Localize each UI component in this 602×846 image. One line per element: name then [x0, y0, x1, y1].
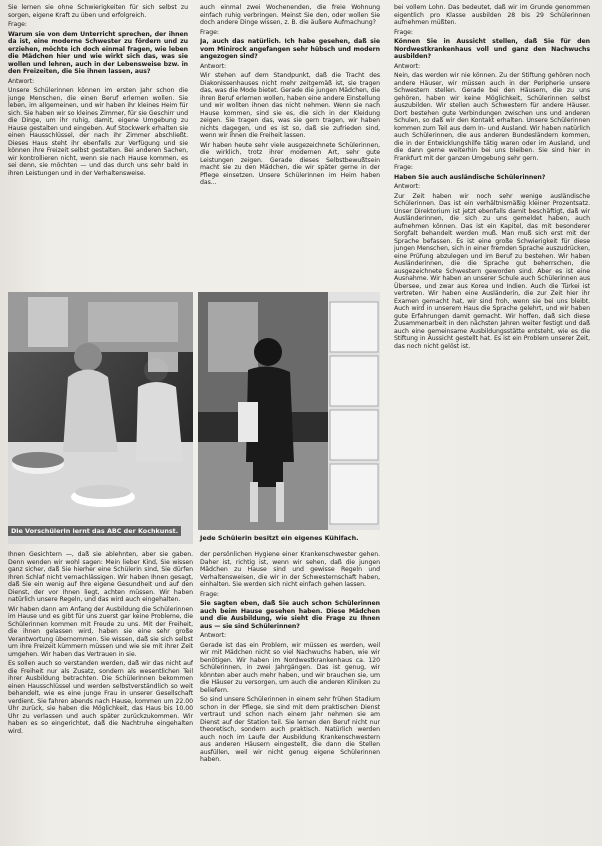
speaker-label: Antwort:	[394, 183, 421, 190]
question-paragraph: Warum sie von dem Unterricht sprechen, der ihnen da ist, eine moderne Schwester zu fördern und zu erziehen, möchte ich doch einmal fragen, wie leben die Mädchen hier und wie wirkt sich das, was sie wollen und lehren, auch in der Lebensweise bzw. in den Freizeiten, die Sie ihnen lassen, aus?	[8, 30, 188, 75]
speaker-label: Frage:	[200, 590, 219, 598]
column-2-top	[200, 4, 380, 284]
speaker-label: Frage:	[200, 28, 219, 36]
speaker-label: Frage:	[394, 164, 413, 171]
body-paragraph: Ihnen Gesichtern —, daß sie ablehnten, aber sie gaben. Denn wenden wir wohl sagen: Mein lieber Kind, Sie wissen ganz sicher, daß Sie hierher eine Schülerin sind, Sie dürfen Ihren Schlaf nicht vernachlässigen. Wir haben Ihnen gesagt, daß Sie ein wenig auf Ihre eigene Gesundheit und auf den Dienst, der vor Ihnen liegt, achten müssen. Wir haben natürlich unsere Regeln, und das wird auch eingehalten.	[8, 551, 193, 603]
photo-cooking-class	[8, 292, 193, 544]
photo-cooking-class-image	[8, 292, 193, 544]
body-paragraph: Nein, das werden wir nie können. Zu der Stiftung gehören noch andere Häuser, wir müssen auch in der Peripherie unsere Schwestern stellen. Gerade bei den Häusern, die zu uns gehören, haben wir keine Möglichkeit, Schülerinnen selbst auszubilden. Wir stellen auch Schwestern für andere Häuser. Dort bestehen gute Verbindungen zwischen uns und anderen Schulen, so daß wir den Kontakt erhalten. Unsere Schülerinnen kommen zum Teil aus dem In- und Ausland. Wir haben natürlich auch Schülerinnen, die aus anderen Bundesländern kommen, die in der Entwicklungshilfe tätig waren oder im Ausland, und die dann gerne weiterhin bei uns bleiben. Sie sind hier in Frankfurt mit der ganzen Umgebung sehr gern.	[394, 72, 590, 162]
body-paragraph: Wir haben dann am Anfang der Ausbildung die Schülerinnen im Hause und es gibt für uns zuerst gar keine Probleme, die Schülerinnen kommen mit Freude zu uns. Mit der Freiheit, die ihnen gelassen wird, haben sie eine sehr große Verantwortung übernommen. Sie wissen, daß sie sich selbst um ihre Freizeit kümmern müssen und wie sie mit ihrer Zeit umgehen. Wir haben das Vertrauen in sie.	[8, 605, 193, 658]
question-paragraph: Ja, auch das natürlich. Ich habe gesehen, daß sie vom Minirock angefangen sehr hübsch und modern angezogen sind?	[200, 38, 380, 60]
speaker-label: Antwort:	[394, 62, 421, 70]
column-2-bottom	[200, 551, 380, 841]
speaker-label: Antwort:	[200, 62, 227, 70]
column-1-top	[8, 4, 188, 284]
speaker-label: Antwort:	[8, 77, 35, 85]
question-paragraph: Sie sagten eben, daß Sie auch schon Schülerinnen auch beim Hause gesehen haben. Diese Mädchen und die Ausbildung, wie sieht die Frage zu Ihnen aus — sie sind Schülerinnen?	[200, 600, 380, 630]
body-paragraph: So sind unsere Schülerinnen in einem sehr frühen Stadium schon in der Pflege, sie sind mit dem praktischen Dienst vertraut und schon nach einem Jahr nehmen sie am Dienst auf der Station teil. Sie lernen den Beruf nicht nur theoretisch, sondern auch praktisch. Natürlich werden auch noch im Laufe der Ausbildung Krankenschwestern aus anderen Häusern eingestellt, die dann die Stellen ausfüllen, weil wir nicht genug eigene Schülerinnen haben.	[200, 696, 380, 763]
question-paragraph: Haben Sie auch ausländische Schülerinnen?	[394, 173, 546, 181]
body-paragraph: auch einmal zwei Wochenenden, die freie Wohnung einfach ruhig verbringen. Meinst Sie den, oder wollen Sie doch andere Dinge wissen, z. B. die äußere Aufmachung?	[200, 4, 380, 26]
column-1-bottom	[8, 551, 193, 841]
column-3-top	[394, 4, 590, 840]
body-paragraph: Wir haben heute sehr viele ausgezeichnete Schülerinnen, die wirklich, trotz ihrer modernen Art, sehr gute Leistungen zeigen. Gerade dieses Selbstbewußtsein macht sie zu den Mädchen, die wir später gerne in der Pflege einsetzen. Unsere Schülerinnen im Heim haben das...	[200, 141, 380, 186]
photo-fridge-compartment-image	[198, 292, 380, 530]
speaker-label: Frage:	[394, 28, 413, 36]
speaker-label: Antwort:	[200, 632, 227, 639]
caption-cooking: Die Vorschülerin lernt das ABC der Kochkunst.	[8, 526, 181, 536]
caption-fridge: Jede Schülerin besitzt ein eigenes Kühlfach.	[200, 534, 359, 542]
question-paragraph: Können Sie in Aussicht stellen, daß Sie für den Nordwestkrankenhaus voll und ganz den Nachwuchs ausbilden?	[394, 38, 590, 60]
body-paragraph: bei vollem Lohn. Das bedeutet, daß wir im Grunde genommen eigentlich pro Klasse ausbilden 28 bis 29 Schülerinnen aufnehmen müßten.	[394, 4, 590, 26]
body-paragraph: Gerade ist das ein Problem, wir müssen es werden, weil wir mit Mädchen nicht so viel Nachwuchs haben, wie wir benötigen. Wir haben im Nordwestkrankenhaus ca. 120 Schülerinnen, in zwei Jahrgängen. Das ist genug, wir könnten aber auch mehr haben, und wir brauchen sie, um die Häuser zu versorgen, um auch die anderen Kliniken zu beliefern.	[200, 641, 380, 694]
photo-fridge-compartment	[198, 292, 380, 530]
body-paragraph: Es sollen auch so verstanden werden, daß wir das nicht auf die Freiheit nur als Zusatz, sondern als wesentlichen Teil ihrer Ausbildung betrachten. Die Schülerinnen bekommen einen Hausschlüssel und werden selbstverständlich so weit behandelt, wie es eine junge Frau in unserer Gesellschaft verdient. Sie fahren abends nach Hause, kommen um 22.00 Uhr zurück, sie haben die Möglichkeit, das Haus bis 10.00 Uhr zu verlassen und auch später zurückzukommen. Wir haben es so eingerichtet, daß die Nachtruhe eingehalten wird.	[8, 660, 193, 735]
speaker-label: Frage:	[8, 21, 27, 28]
body-paragraph: der persönlichen Hygiene einer Krankenschwester gehen. Daher ist, richtig ist, wenn wir sehen, daß die jungen Mädchen zu Hause sind und gewisse Regeln und Verhaltensweisen, die wir in der Schwesternschaft haben, einhalten. Sie werden sich nicht einfach gehen lassen.	[200, 551, 380, 588]
body-paragraph: Zur Zeit haben wir noch sehr wenige ausländische Schülerinnen. Das ist ein verhältnismäßig kleiner Prozentsatz. Unser Direktorium ist jetzt ebenfalls damit beschäftigt, daß wir Ausländerinnen, die sich zu uns gemeldet haben, auch aufnehmen können. Das ist ein Kapitel, das mit besonderer Sorgfalt behandelt werden muß. Man muß sich erst mit der Sprache befassen. Es ist eine große Schwierigkeit für diese jungen Menschen, sich in einer fremden Sprache auszudrücken, eine Prüfung abzulegen und im Beruf zu bestehen. Wir haben Ausländerinnen, die die Sprache gut beherrschen, die ausgezeichnete Schwestern geworden sind. Aber es ist eine Ausnahme. Wir haben an unserer Schule auch Schülerinnen aus Übersee, und zwar aus Korea und Indien. Auch die Türkei ist vertreten. Wir haben eine Ausländerin, die zur Zeit hier ihr Examen gemacht hat, wir sind froh, wenn sie bei uns bleibt. Auch wird in unserem Haus die Sprache gelehrt, und wir haben gute Erfahrungen damit gemacht. Wir hoffen, daß sich diese Zusammenarbeit in den nächsten Jahren weiter festigt und daß auch eine gemeinsame Ausbildungsstätte entsteht, wie es die Stiftung in Aussicht gestellt hat. Es ist ein Problem unserer Zeit, das noch nicht gelöst ist.	[394, 192, 590, 350]
body-paragraph: Unsere Schülerinnen können im ersten Jahr schon die junge Menschen, die einen Beruf erlernen wollen. Sie leben, im allgemeinen, und wir haben ihr kleines Heim für sich. Sie haben wir so kleines Zimmer, für sie Geschirr und die Dinge, um ihr ruhig, damit, eigene Umgebung zu Hause gestalten und eingeben. Auf Stockwerk erhalten sie einen Hausschlüssel, der nach ihr Zimmer abschließt. Dieses Haus steht ihr ebenfalls zur Verfügung und sie können ihre Freizeit selbst gestalten. Bei anderen Sachen, wir kontrollieren nicht, wenn sie nach Hause kommen, es sei denn, sie möchten — und das durch uns sehr bald in ihren Leistungen und in der Verhaltensweise.	[8, 87, 188, 177]
body-paragraph: Wir stehen auf dem Standpunkt, daß die Tracht des Diakonissenhauses nicht mehr zeitgemäß ist, sie tragen das, was die Mode bietet. Gerade die jungen Mädchen, die ihren Beruf erlernen wollen, haben eine andere Einstellung und wir wollten ihnen das nicht nehmen. Wenn sie nach Hause kommen, sind sie es, die sich in der Kleidung zeigen. Sie tragen das, was sie gern tragen, wir haben nichts dagegen, und es ist so, daß sie zufrieden sind, wenn wir ihnen die Freiheit lassen.	[200, 72, 380, 139]
body-paragraph: Sie lernen sie ohne Schwierigkeiten für sich selbst zu sorgen, eigene Kraft zu üben und erfolgreich.	[8, 4, 188, 19]
